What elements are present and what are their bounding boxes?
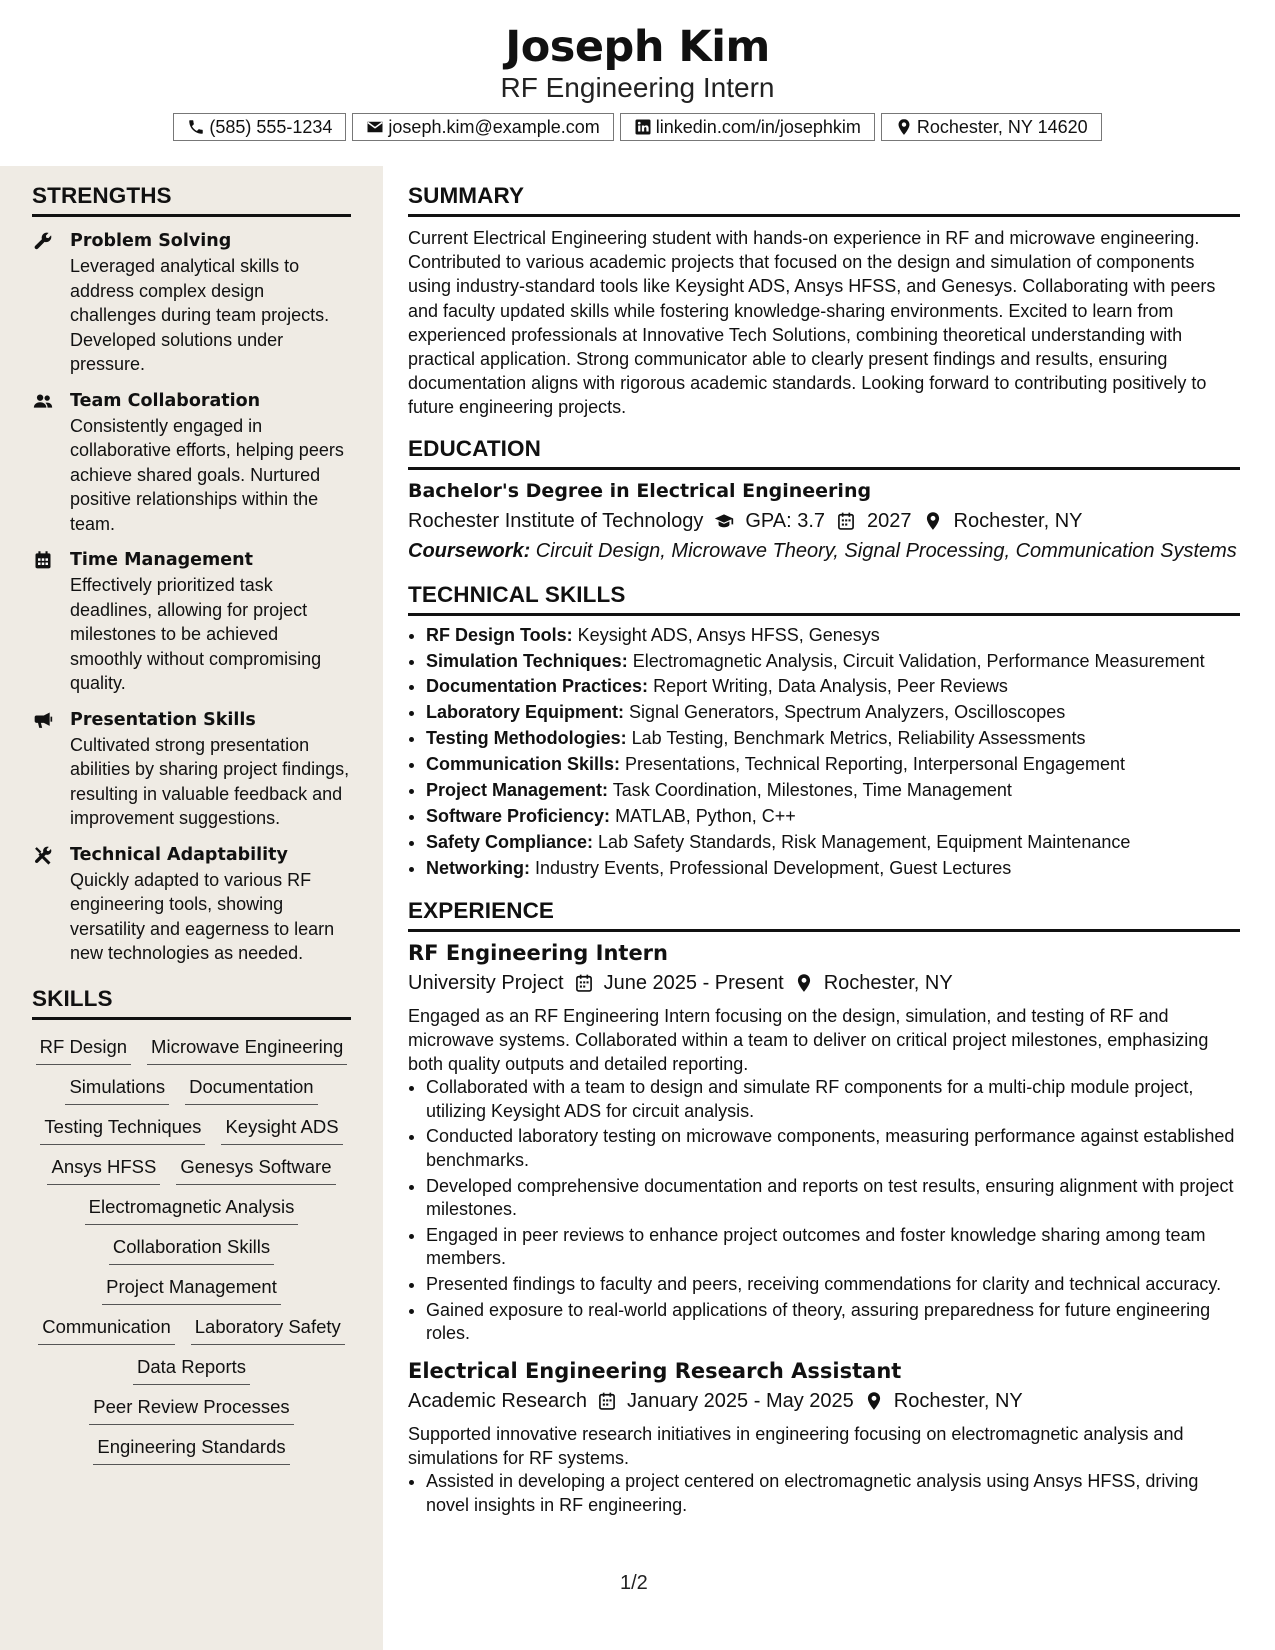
coursework: [408, 536, 1240, 566]
tech-skill-item: [426, 804, 1240, 830]
degree-title: Bachelor's Degree in Electrical Engineering: [408, 479, 872, 502]
job-title: Electrical Engineering Research Assistant: [408, 1358, 902, 1383]
strength-title: Time Management: [70, 550, 253, 570]
job-bullet: • Conducted laboratory testing on microwave components, measuring performance against established benchmarks.: [426, 1125, 1240, 1172]
skill-tag: Communication: [38, 1314, 175, 1345]
tech-skill-label: Project Management:: [426, 780, 609, 801]
job-org: University Project: [408, 971, 564, 994]
job-dates: January 2025 - May 2025: [626, 1389, 854, 1412]
education-details: [408, 506, 1240, 536]
contact-bar: [0, 113, 1275, 141]
tech-skill-value: Task Coordination, Milestones, Time Management: [608, 780, 1012, 801]
skill-tag: Peer Review Processes: [89, 1394, 293, 1425]
job-entry: [408, 1356, 1240, 1518]
calendar-icon: [574, 973, 594, 993]
calendar-icon: [835, 511, 857, 531]
strength-desc: Cultivated strong presentation abilities by sharing project findings, resulting in valuable feedback and improvement suggestions.: [70, 734, 350, 828]
job-entry: [408, 938, 1240, 1346]
linkedin-icon: [634, 118, 652, 136]
contact-phone-text: (585) 555-1234: [209, 116, 333, 137]
job-location: Rochester, NY: [823, 971, 953, 994]
tech-skill-item: [426, 830, 1240, 856]
strength-item: [32, 229, 351, 377]
tech-skill-value: Presentations, Technical Reporting, Interpersonal Engagement: [620, 754, 1126, 775]
tech-skill-value: MATLAB, Python, C++: [610, 805, 796, 826]
skill-tag: Collaboration Skills: [109, 1234, 274, 1265]
tech-skill-label: RF Design Tools:: [426, 624, 573, 645]
technical-skills-list: [408, 623, 1240, 882]
job-org: Academic Research: [408, 1389, 587, 1412]
tech-skill-value: Keysight ADS, Ansys HFSS, Genesys: [572, 624, 880, 645]
calendar-icon: [597, 1391, 617, 1411]
skill-tag: RF Design: [36, 1034, 131, 1065]
megaphone-icon: [32, 710, 54, 730]
coursework-label: Coursework:: [408, 539, 531, 562]
job-description: Engaged as an RF Engineering Intern focusing on the design, simulation, and testing of RF and microwave systems. Collaborated within a team to deliver on critical project milestones, emphasizing both quality outputs and detailed reporting.: [408, 1005, 1209, 1075]
tech-skill-item: [426, 674, 1240, 700]
tech-skill-item: [426, 649, 1240, 675]
strength-item: [32, 843, 351, 966]
tech-skill-label: Software Proficiency:: [426, 805, 611, 826]
contact-email[interactable]: [352, 113, 613, 141]
skills-list: [32, 1034, 351, 1465]
grad-year: 2027: [867, 509, 912, 532]
tech-skill-item: [426, 856, 1240, 882]
calendar-icon: [32, 550, 54, 570]
tech-skill-label: Safety Compliance:: [426, 831, 594, 852]
tech-skill-item: [426, 778, 1240, 804]
skill-tag: Testing Techniques: [40, 1114, 205, 1145]
tech-skill-label: Communication Skills:: [426, 754, 621, 775]
job-description: Supported innovative research initiatives in engineering focusing on electromagnetic analysis and simulations for RF systems.: [408, 1423, 1184, 1469]
map-pin-icon: [922, 511, 944, 531]
job-meta: [408, 968, 1240, 998]
technical-skills-heading: TECHNICAL SKILLS: [408, 582, 1240, 616]
skill-tag: Keysight ADS: [221, 1114, 342, 1145]
strength-desc: Effectively prioritized task deadlines, allowing for project milestones to be achieved smoothly without compromising quality.: [70, 575, 322, 693]
skill-tag: Simulations: [65, 1074, 169, 1105]
tech-skill-value: Report Writing, Data Analysis, Peer Reviews: [648, 676, 1008, 697]
phone-icon: [187, 118, 205, 136]
tools-icon: [32, 845, 54, 865]
sidebar: [0, 166, 383, 1650]
skills-heading: SKILLS: [32, 986, 351, 1020]
job-dates: June 2025 - Present: [603, 971, 784, 994]
tech-skill-label: Testing Methodologies:: [426, 728, 627, 749]
contact-linkedin[interactable]: [620, 113, 875, 141]
strength-title: Presentation Skills: [70, 709, 256, 730]
strength-item: [32, 708, 351, 831]
experience-heading: EXPERIENCE: [408, 898, 1240, 932]
tech-skill-label: Networking:: [426, 857, 531, 878]
skill-tag: Ansys HFSS: [47, 1154, 160, 1185]
map-pin-icon: [895, 118, 913, 136]
gpa: GPA: 3.7: [745, 509, 826, 532]
strength-title: Technical Adaptability: [70, 844, 288, 865]
job-location: Rochester, NY: [893, 1389, 1023, 1412]
candidate-name: Joseph Kim: [505, 22, 770, 72]
tech-skill-item: [426, 623, 1240, 649]
job-bullet: • Gained exposure to real-world applications of theory, assuring preparedness for future engineering roles.: [426, 1299, 1240, 1346]
resume-header: [0, 0, 1275, 166]
tech-skill-value: Lab Safety Standards, Risk Management, Equipment Maintenance: [593, 831, 1131, 852]
strength-item: [32, 548, 351, 696]
skill-tag: Microwave Engineering: [147, 1034, 347, 1065]
job-bullet: • Engaged in peer reviews to enhance project outcomes and foster knowledge sharing among team members.: [426, 1224, 1240, 1271]
skill-tag: Documentation: [185, 1074, 317, 1105]
skill-tag: Data Reports: [133, 1354, 250, 1385]
tech-skill-value: Industry Events, Professional Development, Guest Lectures: [530, 857, 1012, 878]
page-number: 1/2: [620, 1572, 648, 1594]
users-icon: [32, 391, 54, 411]
school-name: Rochester Institute of Technology: [408, 509, 704, 532]
wrench-icon: [32, 231, 54, 251]
job-bullet: • Collaborated with a team to design and simulate RF components for a multi-chip module project, utilizing Keysight ADS for circuit analysis.: [426, 1076, 1240, 1123]
tech-skill-value: Lab Testing, Benchmark Metrics, Reliability Assessments: [626, 728, 1086, 749]
job-bullets: [408, 1076, 1240, 1346]
tech-skill-item: [426, 726, 1240, 752]
tech-skill-label: Documentation Practices:: [426, 676, 649, 697]
contact-linkedin-text: linkedin.com/in/josephkim: [655, 116, 861, 137]
tech-skill-value: Signal Generators, Spectrum Analyzers, Oscilloscopes: [624, 702, 1066, 723]
tech-skill-label: Simulation Techniques:: [426, 650, 628, 671]
contact-location-text: Rochester, NY 14620: [916, 116, 1088, 137]
tech-skill-label: Laboratory Equipment:: [426, 702, 625, 723]
strength-desc: Quickly adapted to various RF engineering tools, showing versatility and eagerness to learn new technologies as needed.: [70, 869, 335, 963]
candidate-title: RF Engineering Intern: [500, 72, 775, 103]
job-meta: [408, 1386, 1240, 1416]
skill-tag: Laboratory Safety: [191, 1314, 345, 1345]
strength-item: [32, 389, 351, 537]
skill-tag: Genesys Software: [176, 1154, 335, 1185]
strength-desc: Leveraged analytical skills to address complex design challenges during team projects. Developed solutions under pressure.: [70, 256, 330, 374]
job-bullets: [408, 1470, 1240, 1517]
tech-skill-item: [426, 700, 1240, 726]
coursework-list: Circuit Design, Microwave Theory, Signal Processing, Communication Systems: [530, 539, 1237, 562]
school-location: Rochester, NY: [953, 509, 1083, 532]
graduation-cap-icon: [713, 511, 735, 531]
job-bullet: • Assisted in developing a project centered on electromagnetic analysis using Ansys HFSS, driving novel insights in RF engineering.: [426, 1470, 1240, 1517]
summary-heading: SUMMARY: [408, 183, 1240, 217]
contact-email-text: joseph.kim@example.com: [388, 116, 600, 137]
tech-skill-item: [426, 752, 1240, 778]
main-content: [408, 166, 1240, 1519]
skill-tag: Project Management: [102, 1274, 281, 1305]
strength-title: Problem Solving: [70, 231, 232, 251]
job-title: RF Engineering Intern: [408, 940, 668, 965]
summary-text: Current Electrical Engineering student with hands-on experience in RF and microwave engineering. Contributed to various academic projects that focused on the design and simulation of components using industry-standard tools like Keysight ADS, Ansys HFSS, and Genesys. Collaborating with peers and faculty updated skills while fostering knowledge-sharing environments. Excited to learn from experienced professionals at Innovative Tech Solutions, combining theoretical understanding with practical application. Strong communicator able to clearly present findings and results, ensuring documentation aligns with rigorous academic standards. Looking forward to contributing positively to future engineering projects.: [408, 228, 1216, 418]
contact-phone[interactable]: [173, 113, 346, 141]
job-bullet: • Developed comprehensive documentation and reports on test results, ensuring alignment with project milestones.: [426, 1175, 1240, 1222]
envelope-icon: [366, 118, 384, 136]
tech-skill-value: Electromagnetic Analysis, Circuit Validation, Performance Measurement: [627, 650, 1205, 671]
strength-title: Team Collaboration: [70, 390, 261, 411]
education-heading: EDUCATION: [408, 436, 1240, 470]
contact-location: [881, 113, 1102, 141]
strengths-heading: STRENGTHS: [32, 183, 351, 217]
skill-tag: Electromagnetic Analysis: [85, 1194, 299, 1225]
map-pin-icon: [864, 1391, 884, 1411]
strength-desc: Consistently engaged in collaborative efforts, helping peers achieve shared goals. Nurtured positive relationships within the team.: [70, 415, 344, 534]
skill-tag: Engineering Standards: [93, 1434, 289, 1465]
map-pin-icon: [794, 973, 814, 993]
job-bullet: • Presented findings to faculty and peers, receiving commendations for clarity and technical accuracy.: [426, 1273, 1240, 1297]
